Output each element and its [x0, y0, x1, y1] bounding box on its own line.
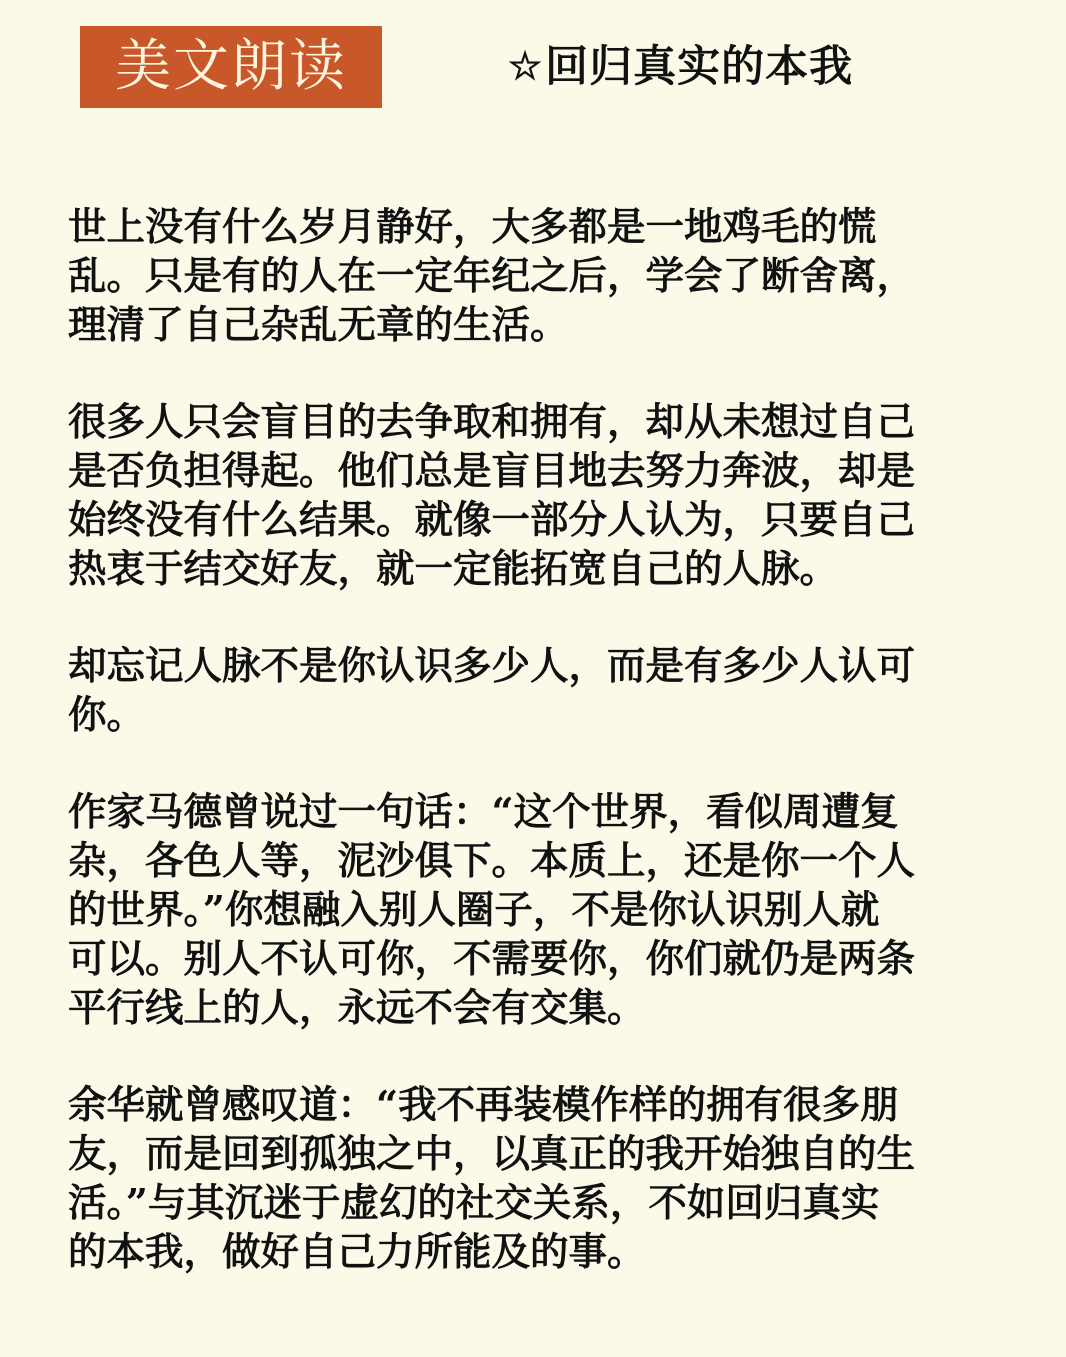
text-line: 却忘记人脉不是你认识多少人，而是有多少人认可: [68, 644, 916, 689]
star-icon: ☆: [508, 43, 544, 88]
article-body: [68, 203, 1008, 1277]
text-line: 始终没有什么结果。就像一部分人认为，只要自己: [68, 498, 916, 543]
text-line: 理清了自己杂乱无章的生活。: [68, 303, 569, 348]
paragraph-3: [68, 642, 1008, 740]
article-title: 回归真实的本我: [545, 42, 854, 92]
paragraph-5: [68, 1081, 1008, 1277]
text-line: 热衷于结交好友，就一定能拓宽自己的人脉。: [68, 547, 839, 592]
paragraph-2: [68, 398, 1008, 594]
text-line: 你。: [68, 693, 146, 738]
text-line: 世上没有什么岁月静好，大多都是一地鸡毛的慌: [68, 205, 877, 250]
text-line: 是否负担得起。他们总是盲目地去努力奔波，却是: [68, 449, 916, 494]
text-line: 的本我，做好自己力所能及的事。: [68, 1230, 646, 1275]
badge-label: 美文朗读: [115, 34, 347, 99]
paragraph-4: [68, 788, 1008, 1033]
text-line: 平行线上的人，永远不会有交集。: [68, 986, 646, 1031]
text-line: 乱。只是有的人在一定年纪之后，学会了断舍离，: [68, 254, 916, 299]
text-line: 余华就曾感叹道：“我不再装模作样的拥有很多朋: [68, 1083, 899, 1128]
text-line: 作家马德曾说过一句话：“这个世界，看似周遭复: [68, 790, 899, 835]
text-line: 友，而是回到孤独之中，以真正的我开始独自的生: [68, 1132, 916, 1177]
section-badge: [80, 26, 382, 108]
text-line: 很多人只会盲目的去争取和拥有，却从未想过自己: [68, 400, 916, 445]
text-line: 可以。别人不认可你，不需要你，你们就仍是两条: [68, 937, 916, 982]
article-title-row: [508, 42, 854, 92]
text-line: 杂，各色人等，泥沙俱下。本质上，还是你一个人: [68, 839, 916, 884]
text-line: 活。”与其沉迷于虚幻的社交关系，不如回归真实: [68, 1181, 880, 1226]
paragraph-1: [68, 203, 1008, 350]
text-line: 的世界。”你想融入别人圈子，不是你认识别人就: [68, 888, 880, 933]
